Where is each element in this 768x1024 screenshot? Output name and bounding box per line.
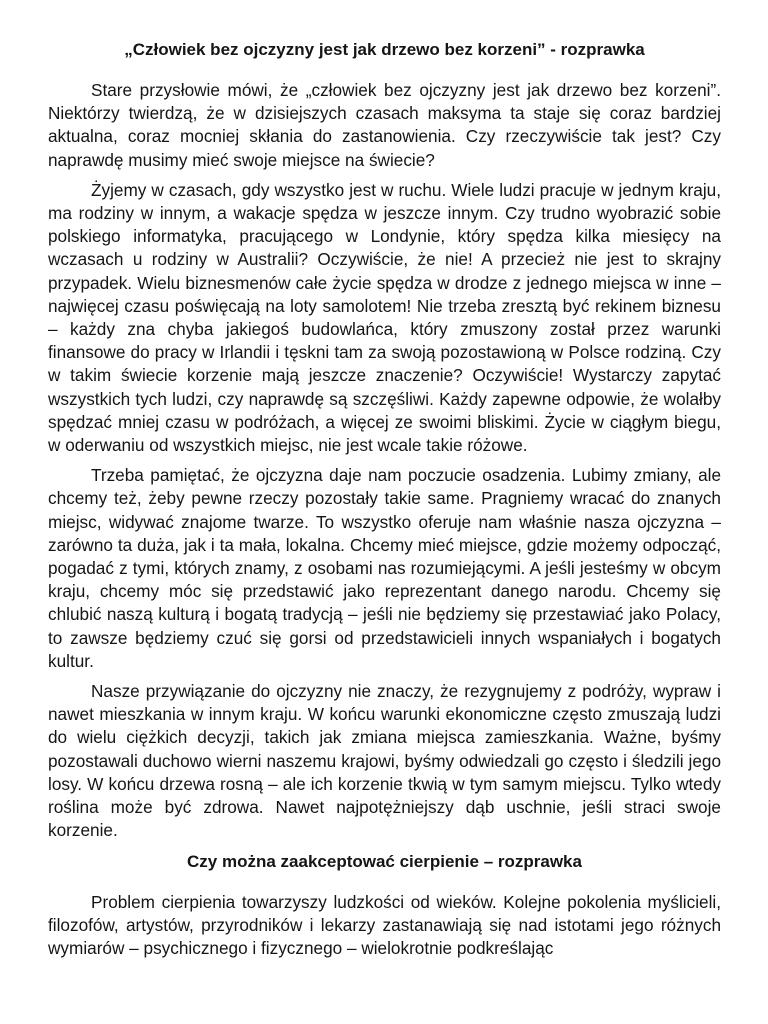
section-paragraph-1: Problem cierpienia towarzyszy ludzkości od wieków. Kolejne pokolenia myślicieli, filozofów, artystów, przyrodników i lekarzy zastanawiają się nad istotami jego różnych wymiarów – psychicznego i fizycznego – wielokrotnie podkreślając xyxy=(48,891,721,958)
section-title: Czy można zaakceptować cierpienie – rozprawka xyxy=(187,851,582,871)
document-body xyxy=(48,38,721,967)
essay-paragraph-3: Trzeba pamiętać, że ojczyzna daje nam poczucie osadzenia. Lubimy zmiany, ale chcemy też, żeby pewne rzeczy pozostały takie same. Pragniemy wracać do znanych miejsc, widywać znajome twarze. To wszystko oferuje nam właśnie nasza ojczyzna – zarówno ta duża, jak i ta mała, lokalna. Chcemy mieć miejsce, gdzie możemy odpocząć, pogadać z tymi, których znamy, z osobami nas rozumiejącymi. A jeśli jesteśmy w obcym kraju, chcemy móc się przedstawić jako reprezentant danego narodu. Chcemy się chlubić naszą kulturą i bogatą tradycją – jeśli nie będziemy się przestawiać jako Polacy, to zawsze będziemy czuć się gorsi od przedstawicieli innych wspaniałych i bogatych kultur. xyxy=(48,465,721,671)
essay-paragraph-4: Nasze przywiązanie do ojczyzny nie znaczy, że rezygnujemy z podróży, wypraw i nawet mieszkania w innym kraju. W końcu warunki ekonomiczne często zmuszają ludzi do wielu ciężkich decyzji, takich jak zmiana miejsca zamieszkania. Ważne, byśmy pozostawali duchowo wierni naszemu krajowi, byśmy odwiedzali go często i śledzili jego losy. W końcu drzewa rosną – ale ich korzenie tkwią w tym samym miejscu. Tylko wtedy roślina może być zdrowa. Nawet najpotężniejszy dąb uschnie, jeśli straci swoje korzenie. xyxy=(48,681,721,841)
essay-title: „Człowiek bez ojczyzny jest jak drzewo bez korzeni” - rozprawka xyxy=(124,40,645,59)
essay-paragraph-1: Stare przysłowie mówi, że „człowiek bez ojczyzny jest jak drzewo bez korzeni”. Niektórzy twierdzą, że w dzisiejszych czasach maksyma ta staje się coraz bardziej aktualna, coraz mocniej skłania do zastanowienia. Czy rzeczywiście tak jest? Czy naprawdę musimy mieć swoje miejsce na świecie? xyxy=(48,80,721,170)
essay-paragraph-2: Żyjemy w czasach, gdy wszystko jest w ruchu. Wiele ludzi pracuje w jednym kraju, ma rodziny w innym, a wakacje spędza w jeszcze innym. Czy trudno wyobrazić sobie polskiego informatyka, pracującego w Londynie, który spędza kilka miesięcy na wczasach u rodziny w Australii? Oczywiście, że nie! A przecież nie jest to skrajny przypadek. Wielu biznesmenów całe życie spędza w drodze z jednego miejsca w inne – najwięcej czasu poświęcają na loty samolotem! Nie trzeba zresztą być rekinem biznesu – każdy zna chyba jakiegoś budowlańca, który zmuszony został przez warunki finansowe do pracy w Irlandii i tęskni tam za swoją pozostawioną w Polsce rodziną. Czy w takim świecie korzenie mają jeszcze znaczenie? Oczywiście! Wystarczy zapytać wszystkich tych ludzi, czy naprawdę są szczęśliwi. Każdy zapewne odpowie, że wolałby spędzać mniej czasu w podróżach, a więcej ze swoimi bliskimi. Życie w ciągłym biegu, w oderwaniu od wszystkich miejsc, nie jest wcale takie różowe. xyxy=(48,179,721,456)
